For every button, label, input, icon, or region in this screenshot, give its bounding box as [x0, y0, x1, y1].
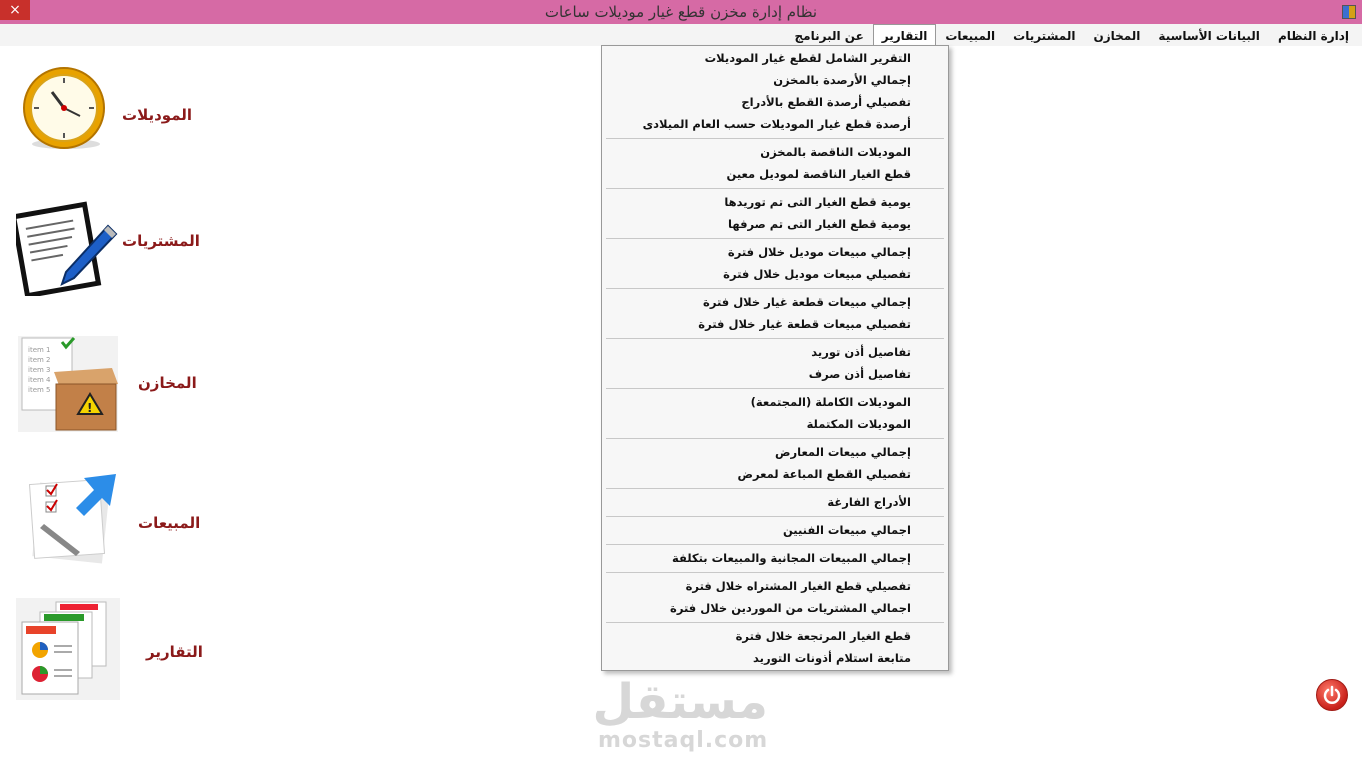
menu-item-model-sales-total[interactable]: إجمالي مبيعات موديل خلال فترة — [727, 245, 911, 259]
reports-dropdown — [601, 45, 949, 671]
power-icon — [1322, 685, 1342, 705]
shortcut-reports-label[interactable]: التقارير — [146, 643, 203, 661]
menu-purchases[interactable]: المشتريات — [1013, 29, 1076, 43]
menu-item-part-sales-total[interactable]: إجمالي مبيعات قطعة غيار خلال فترة — [703, 295, 911, 309]
menu-separator — [606, 138, 944, 139]
menu-item-total-balances[interactable]: إجمالي الأرصدة بالمخزن — [773, 73, 911, 87]
menu-item-daily-issued[interactable]: يومية قطع الغيار التى تم صرفها — [728, 217, 911, 231]
menu-reports[interactable]: التقارير — [873, 24, 937, 46]
document-pen-icon[interactable] — [16, 196, 120, 296]
menu-item-missing-models[interactable]: الموديلات الناقصة بالمخزن — [760, 145, 911, 159]
menu-item-supplier-purchases[interactable]: اجمالي المشتريات من الموردين خلال فترة — [670, 601, 911, 615]
menu-item-empty-drawers[interactable]: الأدراج الفارغة — [827, 495, 911, 509]
app-icon — [1342, 5, 1356, 19]
menu-separator — [606, 516, 944, 517]
menu-separator — [606, 338, 944, 339]
menu-separator — [606, 622, 944, 623]
svg-text:item 5: item 5 — [28, 386, 51, 394]
watermark-latin: mostaql.com — [598, 728, 769, 753]
menu-item-assembled-models[interactable]: الموديلات الكاملة (المجتمعة) — [750, 395, 911, 409]
shortcut-stores-label[interactable]: المخازن — [138, 374, 197, 392]
menu-stores[interactable]: المخازن — [1093, 29, 1141, 43]
menu-basic-data[interactable]: البيانات الأساسية — [1158, 29, 1260, 43]
menu-system-admin[interactable]: إدارة النظام — [1277, 29, 1349, 43]
menu-item-supply-receipts[interactable]: متابعة استلام أذونات التوريد — [753, 651, 911, 665]
menu-item-drawer-balances[interactable]: تفصيلي أرصدة القطع بالأدراج — [741, 95, 911, 109]
menu-item-showroom-sales[interactable]: إجمالي مبيعات المعارض — [775, 445, 911, 459]
inventory-box-icon[interactable] — [16, 334, 120, 434]
svg-text:!: ! — [87, 401, 93, 415]
shortcut-models-label[interactable]: الموديلات — [122, 106, 193, 124]
menu-item-balances-by-year[interactable]: أرصدة قطع غيار الموديلات حسب العام الميلادى — [642, 117, 911, 131]
checklist-icon[interactable] — [14, 470, 120, 564]
clock-icon[interactable] — [22, 66, 106, 152]
menu-item-purchased-parts[interactable]: تفصيلي قطع الغيار المشتراه خلال فترة — [685, 579, 911, 593]
menu-item-daily-supplied[interactable]: يومية قطع الغيار التى تم توريدها — [724, 195, 911, 209]
menu-about[interactable]: عن البرنامج — [794, 29, 864, 43]
reports-icon[interactable] — [16, 598, 120, 700]
menu-item-supply-voucher[interactable]: تفاصيل أذن توريد — [811, 345, 911, 359]
svg-text:item 2: item 2 — [28, 356, 51, 364]
menu-separator — [606, 572, 944, 573]
menu-sales[interactable]: المبيعات — [945, 29, 996, 43]
svg-text:item 3: item 3 — [28, 366, 51, 374]
menu-item-free-cost-sales[interactable]: إجمالي المبيعات المجانية والمبيعات بتكلفة — [671, 551, 911, 565]
title-bar — [0, 0, 1362, 24]
menu-item-technician-sales[interactable]: اجمالي مبيعات الفنيين — [782, 523, 911, 537]
menu-separator — [606, 544, 944, 545]
window-title: نظام إدارة مخزن قطع غيار موديلات ساعات — [544, 3, 818, 21]
watermark-arabic: مستقل — [592, 674, 768, 730]
svg-text:item 4: item 4 — [28, 376, 51, 384]
menu-item-comprehensive-report[interactable]: التقرير الشامل لقطع غيار الموديلات — [704, 51, 911, 65]
menu-item-issue-voucher[interactable]: تفاصيل أذن صرف — [808, 367, 911, 381]
menu-item-model-sales-detail[interactable]: تفصيلي مبيعات موديل خلال فترة — [723, 267, 911, 281]
menu-separator — [606, 488, 944, 489]
menu-item-returned-parts[interactable]: قطع الغيار المرتجعة خلال فترة — [735, 629, 911, 643]
menu-separator — [606, 388, 944, 389]
menu-separator — [606, 288, 944, 289]
menu-separator — [606, 238, 944, 239]
menu-separator — [606, 188, 944, 189]
menu-separator — [606, 438, 944, 439]
svg-text:item 1: item 1 — [28, 346, 51, 354]
menu-item-part-sales-detail[interactable]: تفصيلي مبيعات قطعة غيار خلال فترة — [698, 317, 911, 331]
menu-item-showroom-parts[interactable]: تفصيلي القطع المباعة لمعرض — [737, 467, 911, 481]
shortcut-sales-label[interactable]: المبيعات — [138, 514, 201, 532]
close-button[interactable]: × — [0, 0, 30, 20]
menu-bar — [0, 24, 1362, 46]
watermark — [592, 674, 769, 754]
shortcut-purchases-label[interactable]: المشتريات — [122, 232, 200, 250]
power-button[interactable] — [1316, 679, 1348, 711]
menu-item-complete-models[interactable]: الموديلات المكتملة — [806, 417, 911, 431]
menu-item-missing-parts[interactable]: قطع الغيار الناقصة لموديل معين — [726, 167, 911, 181]
